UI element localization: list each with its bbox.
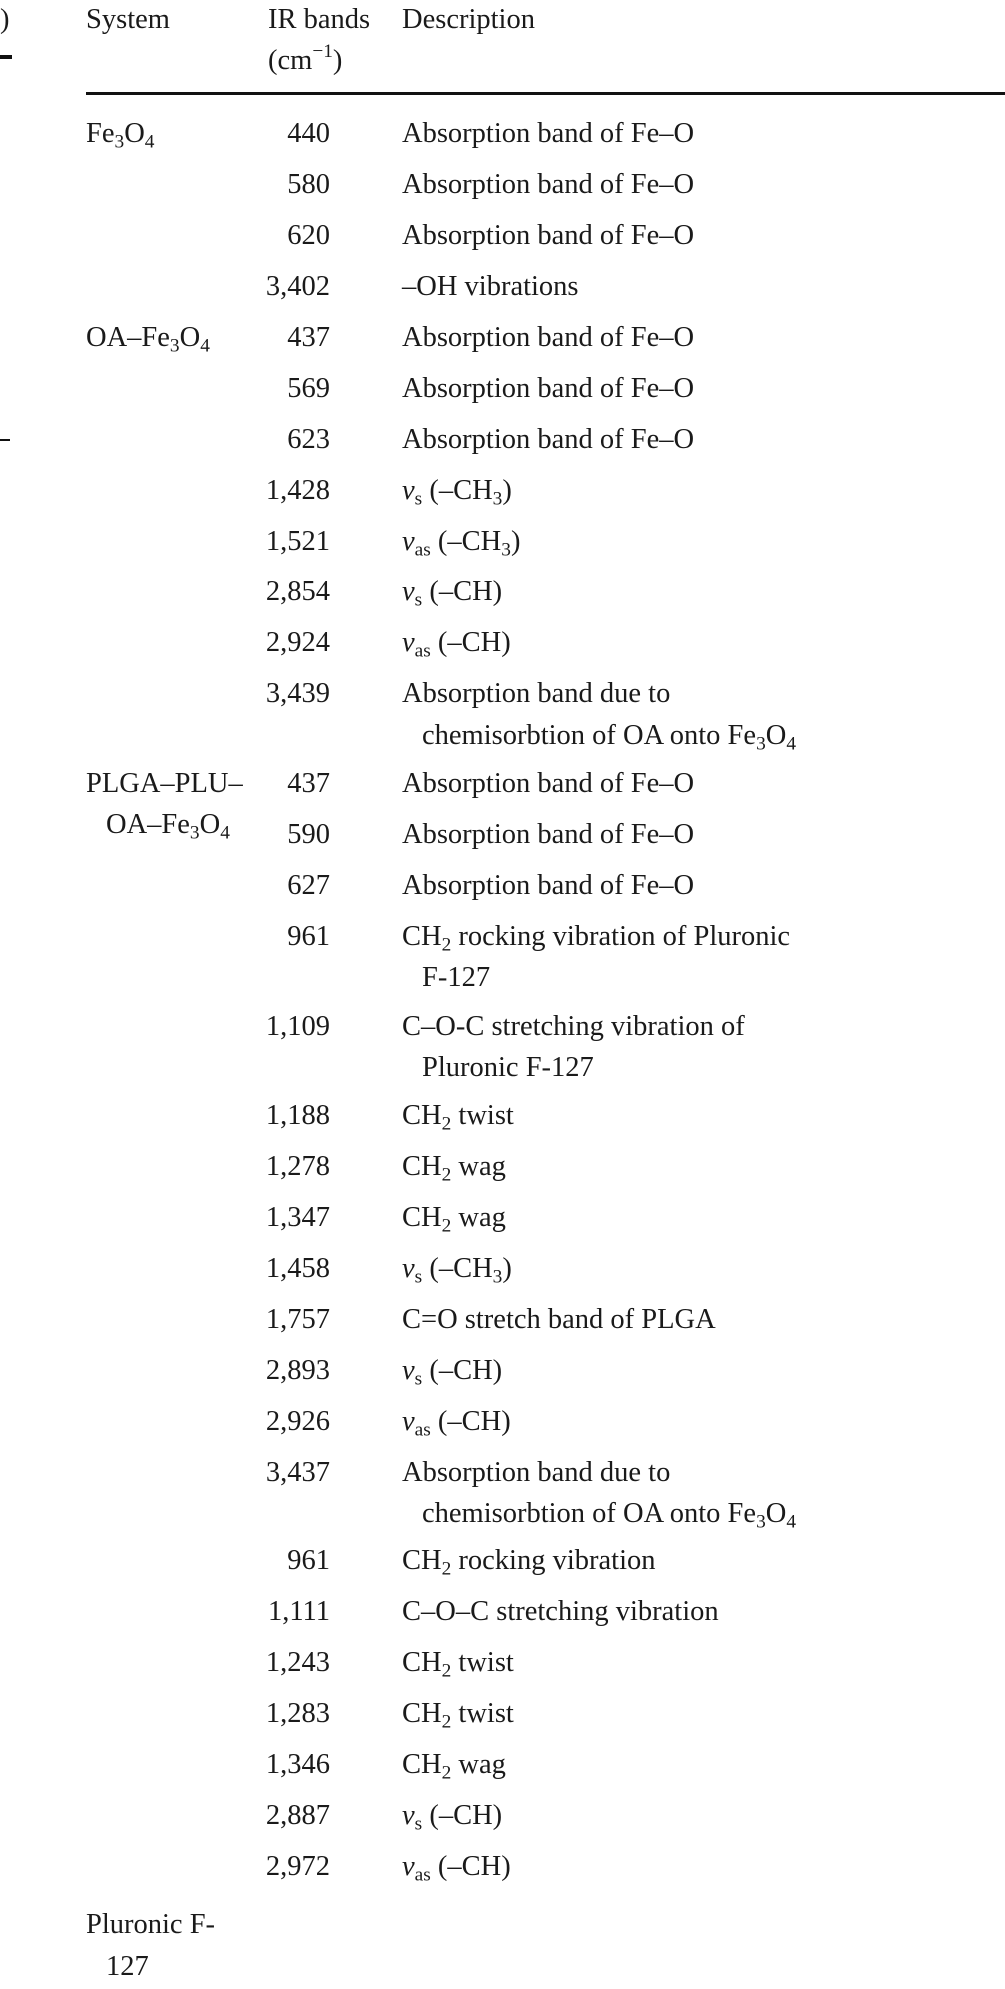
desc-cell-cont: F-127 (422, 962, 491, 993)
desc-cell: $CH_2$ twist (402, 1647, 514, 1682)
system-plga-line1: PLGA–PLU– (86, 768, 243, 799)
band-cell: 623 (287, 424, 330, 455)
band-cell: 590 (287, 819, 330, 850)
left-fragment-rule-mid (0, 439, 10, 441)
band-cell: 961 (287, 1545, 330, 1576)
desc-cell: $v_s$ $(-CH_3)$ (402, 1253, 512, 1288)
system-oa-fe3o4: $OA-Fe_3O_4$ (86, 322, 210, 357)
band-cell: 2,854 (265, 576, 330, 607)
desc-cell: Absorption band of Fe–O (402, 870, 695, 901)
system-pluronic-line1: Pluronic F- (86, 1909, 216, 1940)
band-cell: 3,439 (265, 678, 330, 709)
desc-cell: $v_s$ $(-CH_3)$ (402, 475, 512, 510)
desc-cell: $v_s$ (–CH) (402, 576, 503, 611)
desc-cell: $CH_2$ twist (402, 1100, 514, 1135)
band-cell: 2,887 (265, 1800, 330, 1831)
desc-cell: $CH_2$ wag (402, 1202, 506, 1237)
desc-cell: C–O-C stretching vibration of (402, 1011, 745, 1042)
header-system: System (86, 4, 170, 35)
desc-cell: $CH_2$ rocking vibration (402, 1545, 656, 1580)
desc-cell: $CH_2$ twist (402, 1698, 514, 1733)
desc-cell: Absorption band of Fe–O (402, 373, 695, 404)
desc-cell: –OH vibrations (402, 271, 579, 302)
band-cell: 437 (287, 322, 330, 353)
desc-cell: Absorption band of Fe–O (402, 118, 695, 149)
desc-cell: Absorption band due to (402, 1457, 671, 1488)
desc-cell-cont: chemisorbtion of OA onto $Fe_3O_4$ (422, 720, 797, 755)
desc-cell: $CH_2$ wag (402, 1151, 506, 1186)
header-rule (86, 92, 1005, 95)
band-cell: 1,111 (267, 1596, 330, 1627)
left-fragment-rule-top (0, 55, 12, 59)
band-cell: 1,458 (265, 1253, 330, 1284)
desc-cell: $v_{as}$ (–CH) (402, 627, 511, 662)
band-cell: 1,188 (265, 1100, 330, 1131)
header-description: Description (402, 4, 535, 35)
band-cell: 961 (287, 921, 330, 952)
desc-cell-cont: Pluronic F-127 (422, 1052, 594, 1083)
band-cell: 569 (287, 373, 330, 404)
band-cell: 2,926 (265, 1406, 330, 1437)
header-ir-bands-line1: IR bands (268, 4, 371, 35)
desc-cell: $CH_2$ wag (402, 1749, 506, 1784)
system-plga-line2: $OA-Fe_3O_4$ (106, 809, 230, 844)
band-cell: 2,893 (265, 1355, 330, 1386)
desc-cell: $v_s$ (–CH) (402, 1355, 503, 1390)
band-cell: 1,757 (265, 1304, 330, 1335)
band-cell: 1,278 (265, 1151, 330, 1182)
band-cell: 1,347 (265, 1202, 330, 1233)
header-ir-bands-line2: $(cm^{-1})$ (268, 41, 343, 76)
desc-cell: Absorption band of Fe–O (402, 169, 695, 200)
desc-cell: Absorption band of Fe–O (402, 424, 695, 455)
band-cell: 1,243 (265, 1647, 330, 1678)
desc-cell: C=O stretch band of PLGA (402, 1304, 716, 1335)
desc-cell: $v_{as}$ $(-CH_3)$ (402, 526, 521, 561)
desc-cell: Absorption band of Fe–O (402, 819, 695, 850)
band-cell: 3,402 (265, 271, 330, 302)
band-cell: 1,109 (265, 1011, 330, 1042)
system-fe3o4: $Fe_3O_4$ (86, 118, 155, 153)
band-cell: 1,346 (265, 1749, 330, 1780)
desc-cell: C–O–C stretching vibration (402, 1596, 719, 1627)
desc-cell: $v_s$ (–CH) (402, 1800, 503, 1835)
band-cell: 437 (287, 768, 330, 799)
desc-cell: Absorption band of Fe–O (402, 322, 695, 353)
desc-cell: Absorption band due to (402, 678, 671, 709)
band-cell: 580 (287, 169, 330, 200)
band-cell: 2,924 (265, 627, 330, 658)
band-cell: 2,972 (265, 1851, 330, 1882)
desc-cell-cont: chemisorbtion of OA onto $Fe_3O_4$ (422, 1498, 797, 1533)
band-cell: 1,521 (265, 526, 330, 557)
system-pluronic-line2: 127 (106, 1951, 149, 1982)
band-cell: 627 (287, 870, 330, 901)
desc-cell: Absorption band of Fe–O (402, 220, 695, 251)
desc-cell: $CH_2$ rocking vibration of Pluronic (402, 921, 791, 956)
band-cell: 440 (287, 118, 330, 149)
band-cell: 1,283 (265, 1698, 330, 1729)
desc-cell: Absorption band of Fe–O (402, 768, 695, 799)
band-cell: 3,437 (265, 1457, 330, 1488)
desc-cell: $v_{as}$ (–CH) (402, 1851, 511, 1886)
band-cell: 1,428 (265, 475, 330, 506)
band-cell: 620 (287, 220, 330, 251)
left-fragment-paren: ) (0, 4, 10, 35)
desc-cell: $v_{as}$ (–CH) (402, 1406, 511, 1441)
